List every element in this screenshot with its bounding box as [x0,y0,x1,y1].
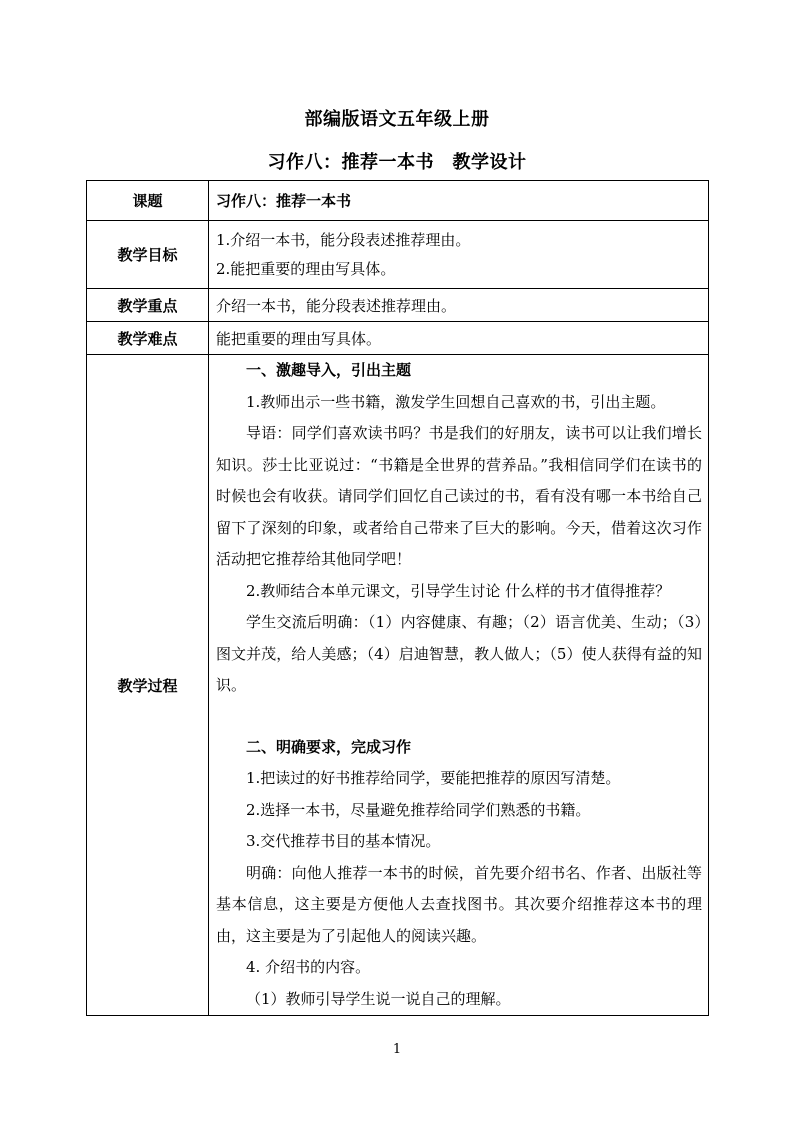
row-objectives [87,221,709,289]
objective-item: 2.能把重要的理由写具体。 [216,259,396,278]
section2-heading: 二、明确要求，完成习作 [246,737,412,756]
objective-item: 1.介绍一本书，能分段表述推荐理由。 [216,230,471,249]
row-difficulties [87,322,709,355]
process-cell [209,355,709,1016]
paragraph: （1）教师引导学生说一说自己的理解。 [246,989,511,1008]
paragraph: 2.教师结合本单元课文，引导学生讨论 什么样的书才值得推荐？ [246,581,671,600]
row-process [87,355,709,1016]
row-topic [87,181,709,221]
key-points-label: 教学重点 [87,289,209,322]
document-title: 部编版语文五年级上册 [304,109,490,130]
paragraph: 4. 介绍书的内容。 [246,958,371,976]
paragraph: 学生交流后明确：（1）内容健康、有趣；（2）语言优美、生动；（3）图文并茂，给人美感；（4）启迪智慧，教人做人；（5）使人获得有益的知识。 [216,613,702,694]
paragraph: 导语：同学们喜欢读书吗？书是我们的好朋友，读书可以让我们增长知识。莎士比亚说过：“书籍是全世界的营养品。”我相信同学们在读书的时候也会有收获。请同学们回忆自己读过的书，看有没有哪一本书给自己留下了深刻的印象，或者给自己带来了巨大的影响。今天，借着这次习作活动把它推荐给其他同学吧！ [216,424,702,568]
page-number: 1 [392,1042,402,1057]
difficulties-label: 教学难点 [87,322,209,355]
paragraph: 2.选择一本书，尽量避免推荐给同学们熟悉的书籍。 [246,800,591,819]
objectives-label: 教学目标 [87,221,209,289]
process-label: 教学过程 [87,355,209,1016]
lesson-plan-table [86,180,709,1016]
paragraph: 明确：向他人推荐一本书的时候，首先要介绍书名、作者、出版社等基本信息，这主要是方便他人去查找图书。其次要介绍推荐这本书的理由，这主要是为了引起他人的阅读兴趣。 [216,863,702,945]
paragraph: 1.教师出示一些书籍，激发学生回想自己喜欢的书，引出主题。 [246,392,666,411]
row-key-points [87,289,709,322]
paragraph: 3.交代推荐书目的基本情况。 [246,832,441,850]
objectives-cell [209,221,709,289]
section1-heading: 一、激趣导入，引出主题 [246,361,412,379]
difficulties-value: 能把重要的理由写具体。 [209,322,709,355]
process-content [209,355,708,1015]
topic-value: 习作八：推荐一本书 [209,181,709,221]
paragraph: 1.把读过的好书推荐给同学，要能把推荐的原因写清楚。 [246,769,621,787]
key-points-value: 介绍一本书，能分段表述推荐理由。 [209,289,709,322]
spacer [216,702,702,732]
document-subtitle: 习作八：推荐一本书 教学设计 [267,152,527,173]
topic-label: 课题 [87,181,209,221]
